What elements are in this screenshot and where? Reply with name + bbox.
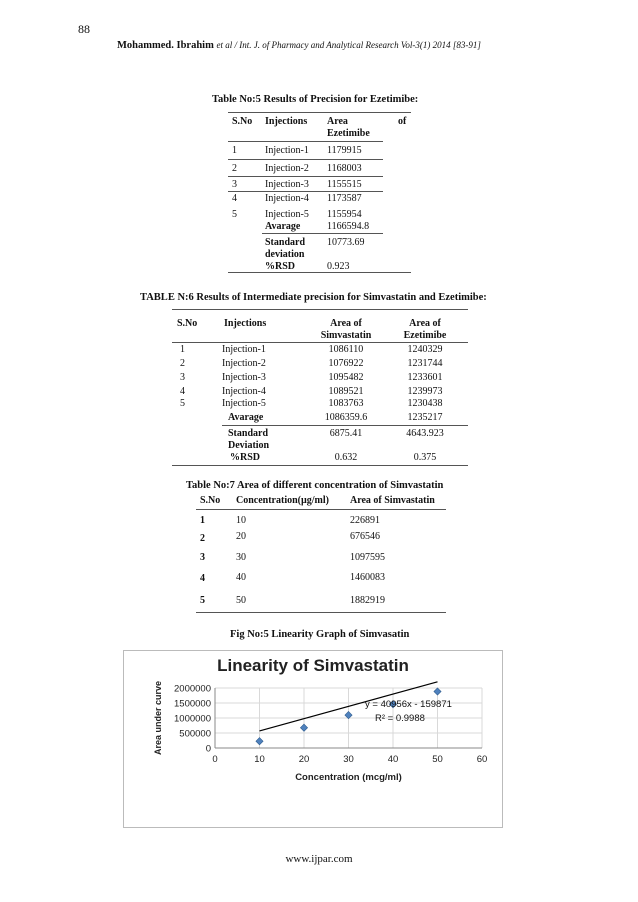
table6-caption: TABLE N:6 Results of Intermediate precision for Simvastatin and Ezetimibe: — [140, 292, 487, 303]
table5-average-value: 1166594.8 — [327, 221, 370, 232]
table5-cell: 1 — [232, 145, 237, 156]
trendline-equation: y = 40956x - 159871 — [365, 699, 452, 710]
table5-average-label: Avarage — [265, 221, 301, 232]
table6-cell: Injection-4 — [222, 386, 266, 397]
table6-cell: 1086110 — [328, 344, 364, 355]
x-tick-label: 10 — [254, 754, 265, 765]
table5-sd-value: 10773.69 — [327, 237, 365, 248]
table6-cell: 1089521 — [328, 386, 364, 397]
table6-cell: 1239973 — [407, 386, 443, 397]
chart-ylabel: Area under curve — [153, 680, 163, 756]
table6-cell: 2 — [180, 358, 185, 369]
table6-cell: Injection-1 — [222, 344, 266, 355]
data-point — [300, 724, 307, 731]
table6-cell: 1233601 — [407, 372, 443, 383]
table6-cell: 1083763 — [328, 398, 364, 409]
table5-caption: Table No:5 Results of Precision for Ezetimibe: — [212, 94, 419, 105]
table7-cell: 40 — [236, 572, 246, 583]
table6-cell: Injection-2 — [222, 358, 266, 369]
data-point — [434, 688, 441, 695]
table5-rsd-value: 0.923 — [327, 261, 350, 272]
x-tick-label: 60 — [476, 754, 488, 765]
table7-header-area: Area of Simvastatin — [350, 495, 435, 506]
linearity-chart — [123, 650, 503, 828]
table5-cell: Injection-1 — [265, 145, 309, 156]
table6-header-area-simv: Area of — [330, 318, 362, 329]
y-tick-label: 0 — [205, 743, 211, 755]
table5-header-area: Area — [327, 116, 348, 127]
table7-cell: 30 — [236, 552, 246, 563]
table5-header-of: of — [398, 116, 407, 127]
table6-cell: 1230438 — [407, 398, 443, 409]
chart-axes — [174, 684, 487, 766]
x-tick-label: 30 — [343, 754, 354, 765]
table5-cell: 1179915 — [327, 145, 362, 156]
x-tick-label: 20 — [298, 754, 310, 765]
table6-cell: 4 — [180, 386, 185, 397]
table6-rsd-simv: 0.632 — [334, 452, 358, 463]
x-tick-label: 0 — [212, 754, 218, 765]
table5-cell: 1168003 — [327, 163, 362, 174]
table7-caption: Table No:7 Area of different concentration of Simvastatin — [186, 480, 444, 491]
table6-average-simv: 1086359.6 — [324, 412, 368, 423]
table5-cell: 1155954 — [327, 209, 362, 220]
table6-sd-label-2: Deviation — [228, 440, 270, 451]
table5-cell: 1173587 — [327, 193, 362, 204]
table6-sd-label: Standard — [228, 428, 269, 439]
table7-cell: 50 — [236, 595, 246, 606]
y-tick-label: 2000000 — [174, 683, 211, 695]
y-tick-label: 1000000 — [174, 713, 211, 725]
table6-header-area-eze: Area of — [409, 318, 441, 329]
table6-header-ezetimibe: Ezetimibe — [403, 330, 447, 341]
table7-cell: 1 — [200, 515, 205, 526]
table6-sd-simv: 6875.41 — [329, 428, 363, 439]
chart-xlabel: Concentration (mcg/ml) — [295, 772, 402, 783]
footer-url: www.ijpar.com — [285, 853, 353, 865]
table5-cell: Injection-3 — [265, 179, 309, 190]
table6-average-label: Avarage — [228, 412, 264, 423]
table6-cell: 1095482 — [328, 372, 364, 383]
table5-cell: 3 — [232, 179, 237, 190]
table6-cell: 5 — [180, 398, 185, 409]
table6-cell: Injection-3 — [222, 372, 266, 383]
table5-header-ezetimibe: Ezetimibe — [327, 128, 370, 139]
table6-average-eze: 1235217 — [407, 412, 443, 423]
table7-cell: 3 — [200, 552, 205, 563]
table5-sd-label-2: deviation — [265, 249, 305, 260]
chart-svg — [124, 651, 502, 827]
table5-sd-label: Standard — [265, 237, 306, 248]
table7-cell: 226891 — [350, 515, 380, 526]
table7-cell: 1097595 — [350, 552, 385, 563]
table7-cell: 10 — [236, 515, 246, 526]
table6-cell: 1231744 — [407, 358, 443, 369]
table5-cell: Injection-5 — [265, 209, 309, 220]
table6-cell: 1076922 — [328, 358, 364, 369]
table6-sd-eze: 4643.923 — [406, 428, 444, 439]
table5-cell: 5 — [232, 209, 237, 220]
table5-rsd-label: %RSD — [265, 261, 296, 272]
table6-cell: 1 — [180, 344, 185, 355]
table5-cell: 1155515 — [327, 179, 362, 190]
table6-rsd-label: %RSD — [230, 452, 261, 463]
chart-title: Linearity of Simvastatin — [217, 656, 409, 675]
x-tick-label: 40 — [387, 754, 399, 765]
table6-cell: 1240329 — [407, 344, 443, 355]
table7-cell: 2 — [200, 533, 205, 544]
table6-header-injections: Injections — [224, 318, 267, 329]
table7-header-concentration: Concentration(µg/ml) — [236, 495, 329, 506]
header-author: Mohammed. Ibrahim — [117, 40, 214, 51]
figure-caption: Fig No:5 Linearity Graph of Simvasatin — [230, 629, 410, 640]
table7-cell: 1460083 — [350, 572, 385, 583]
x-tick-label: 50 — [432, 754, 443, 765]
table7-cell: 676546 — [350, 531, 380, 542]
table6-header-simvastatin: Simvastatin — [320, 330, 372, 341]
data-point — [256, 738, 263, 745]
running-header — [117, 40, 481, 51]
table6-header-sno: S.No — [177, 318, 198, 329]
table5-cell: 4 — [232, 193, 237, 204]
table5-cell: 2 — [232, 163, 237, 174]
page-number: 88 — [78, 22, 90, 36]
table5-header-injections: Injections — [265, 116, 308, 127]
table6-cell: Injection-5 — [222, 398, 266, 409]
table6-rsd-eze: 0.375 — [413, 452, 437, 463]
y-tick-label: 500000 — [179, 728, 211, 740]
trendline-r2: R² = 0.9988 — [375, 713, 425, 724]
y-tick-label: 1500000 — [174, 698, 211, 710]
table7-cell: 5 — [200, 595, 205, 606]
table7-header-sno: S.No — [200, 495, 221, 506]
table5-header-sno: S.No — [232, 116, 253, 127]
table5-cell: Injection-2 — [265, 163, 309, 174]
table7-cell: 20 — [236, 531, 246, 542]
table7-cell: 4 — [200, 573, 205, 584]
table6-cell: 3 — [180, 372, 185, 383]
table5-cell: Injection-4 — [265, 193, 309, 204]
table7-cell: 1882919 — [350, 595, 385, 606]
header-citation: et al / Int. J. of Pharmacy and Analytical Research Vol-3(1) 2014 [83-91] — [216, 40, 481, 50]
